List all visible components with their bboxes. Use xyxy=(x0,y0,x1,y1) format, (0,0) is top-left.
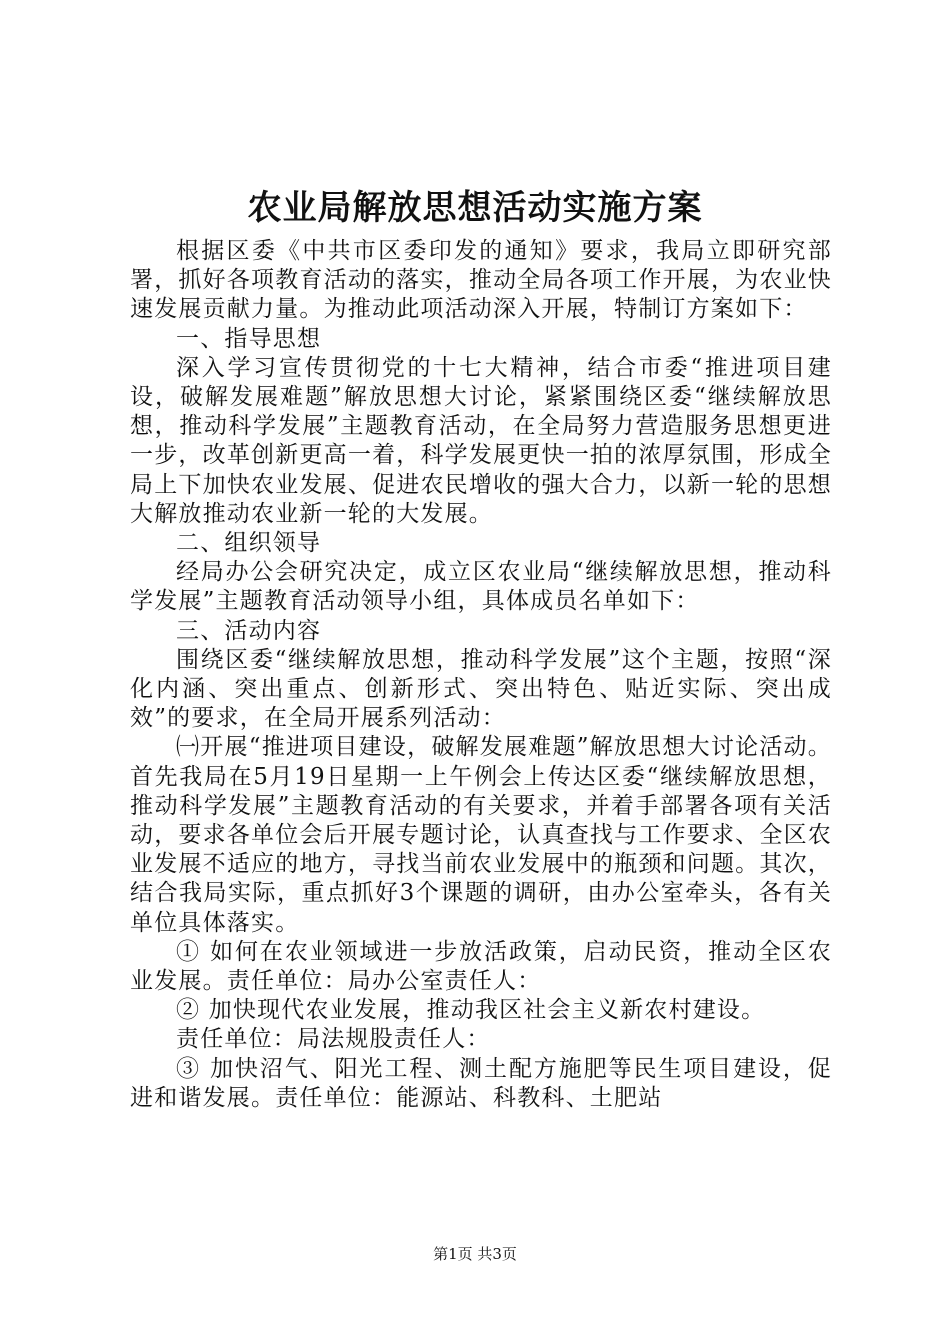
page-number-footer: 第1页 共3页 xyxy=(433,1245,517,1263)
research-topic-2: ② 加快现代农业发展，推动我区社会主义新农村建设。 xyxy=(176,997,766,1024)
research-topic-3: ③ 加快沼气、阳光工程、测土配方施肥等民生项目建设，促进和谐发展。责任单位：能源站、科教科、土肥站 xyxy=(130,1055,832,1111)
guiding-ideology-paragraph: 深入学习宣传贯彻党的十七大精神，结合市委“推进项目建设，破解发展难题”解放思想大讨论，紧紧围绕区委“继续解放思想，推动科学发展”主题教育活动，在全局努力营造服务思想更进一步，改革创新更高一着，科学发展更快一拍的浓厚氛围，形成全局上下加快农业发展、促进农民增收的强大合力，以新一轮的思想大解放推动农业新一轮的大发展。 xyxy=(130,354,832,527)
research-topic-2-responsibility: 责任单位：局法规股责任人： xyxy=(176,1026,491,1053)
document-title: 农业局解放思想活动实施方案 xyxy=(247,188,703,228)
research-topic-1: ① 如何在农业领域进一步放活政策，启动民资，推动全区农业发展。责任单位：局办公室责任人： xyxy=(130,938,832,995)
intro-paragraph: 根据区委《中共市区委印发的通知》要求，我局立即研究部署，抓好各项教育活动的落实，推动全局各项工作开展，为农业快速发展贡献力量。为推动此项活动深入开展，特制订方案如下： xyxy=(130,238,832,323)
document-body xyxy=(130,237,832,1113)
section-heading-activity-content: 三、活动内容 xyxy=(176,617,322,644)
activity-content-paragraph: 围绕区委“继续解放思想，推动科学发展”这个主题，按照“深化内涵、突出重点、创新形式、突出特色、贴近实际、突出成效”的要求，在全局开展系列活动： xyxy=(130,646,832,732)
section-heading-organization: 二、组织领导 xyxy=(176,530,322,557)
section-heading-guiding-ideology: 一、指导思想 xyxy=(176,325,322,352)
activity-one-paragraph: ㈠开展“推进项目建设，破解发展难题”解放思想大讨论活动。首先我局在5月19日星期一上午例会上传达区委“继续解放思想，推动科学发展”主题教育活动的有关要求，并着手部署各项有关活动，要求各单位会后开展专题讨论，认真查找与工作要求、全区农业发展不适应的地方，寻找当前农业发展中的瓶颈和问题。其次，结合我局实际，重点抓好3个课题的调研，由办公室牵头，各有关单位具体落实。 xyxy=(130,734,832,936)
organization-paragraph: 经局办公会研究决定，成立区农业局“继续解放思想，推动科学发展”主题教育活动领导小组，具体成员名单如下： xyxy=(130,559,832,615)
